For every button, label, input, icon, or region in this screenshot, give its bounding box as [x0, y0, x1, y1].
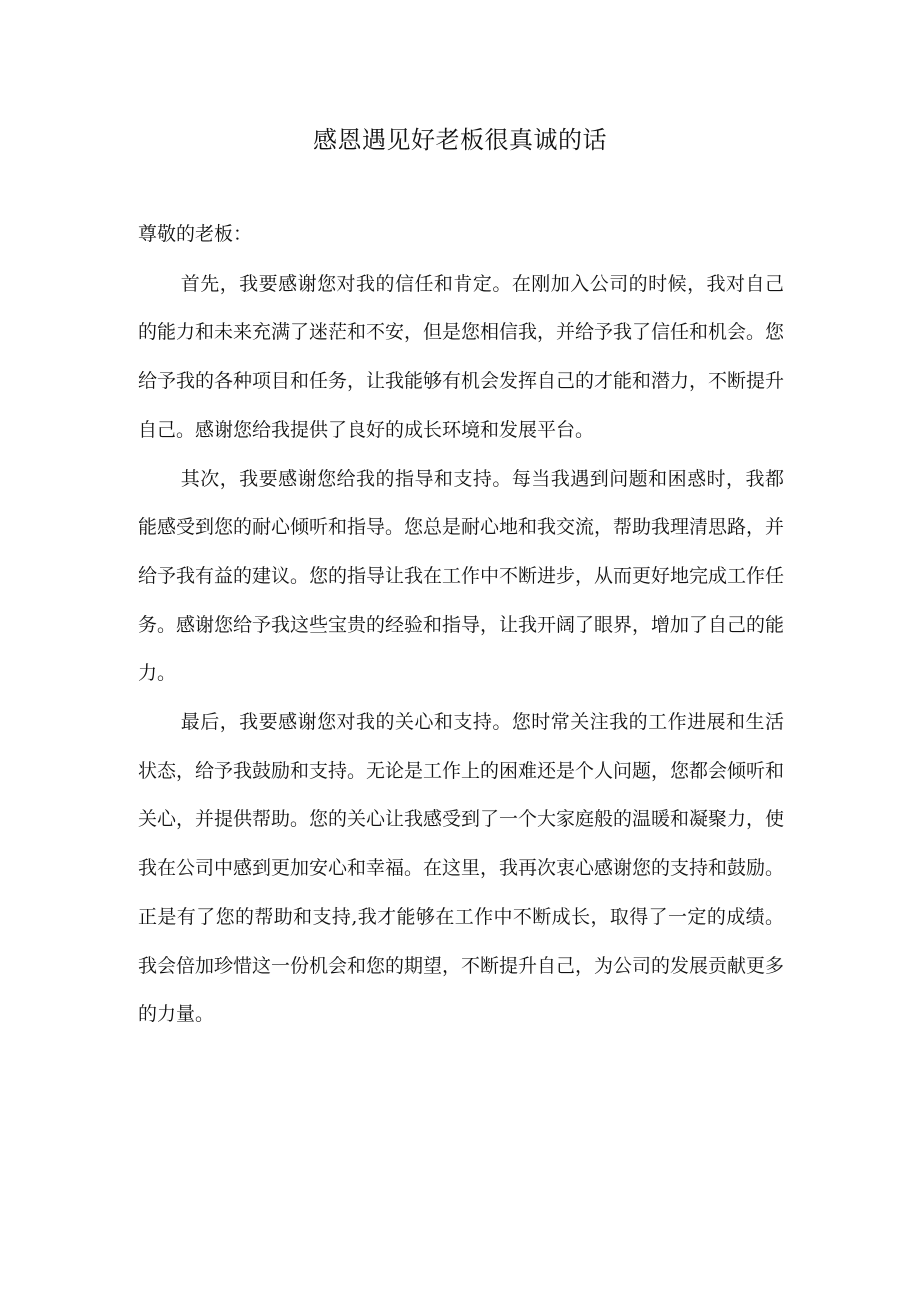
document-body [138, 210, 784, 1039]
document-title: 感恩遇见好老板很真诚的话 [313, 126, 607, 154]
paragraph-3: 最后，我要感谢您对我的关心和支持。您时常关注我的工作进展和生活状态，给予我鼓励和支持。无论是工作上的困难还是个人问题，您都会倾听和关心，并提供帮助。您的关心让我感受到了一个大家庭般的温暖和凝聚力，使我在公司中感到更加安心和幸福。在这里，我再次衷心感谢您的支持和鼓励。正是有了您的帮助和支持,我才能够在工作中不断成长，取得了一定的成绩。我会倍加珍惜这一份机会和您的期望，不断提升自己，为公司的发展贡献更多的力量。 [138, 711, 785, 1026]
salutation: 尊敬的老板： [138, 223, 253, 245]
paragraph-2: 其次，我要感谢您给我的指导和支持。每当我遇到问题和困惑时，我都能感受到您的耐心倾听和指导。您总是耐心地和我交流，帮助我理清思路，并给予我有益的建议。您的指导让我在工作中不断进步，从而更好地完成工作任务。感谢您给予我这些宝贵的经验和指导，让我开阔了眼界，增加了自己的能力。 [138, 467, 785, 685]
paragraph-1: 首先，我要感谢您对我的信任和肯定。在刚加入公司的时候，我对自己的能力和未来充满了迷茫和不安，但是您相信我，并给予我了信任和机会。您给予我的各种项目和任务，让我能够有机会发挥自己的才能和潜力，不断提升自己。感谢您给我提供了良好的成长环境和发展平台。 [138, 272, 785, 441]
